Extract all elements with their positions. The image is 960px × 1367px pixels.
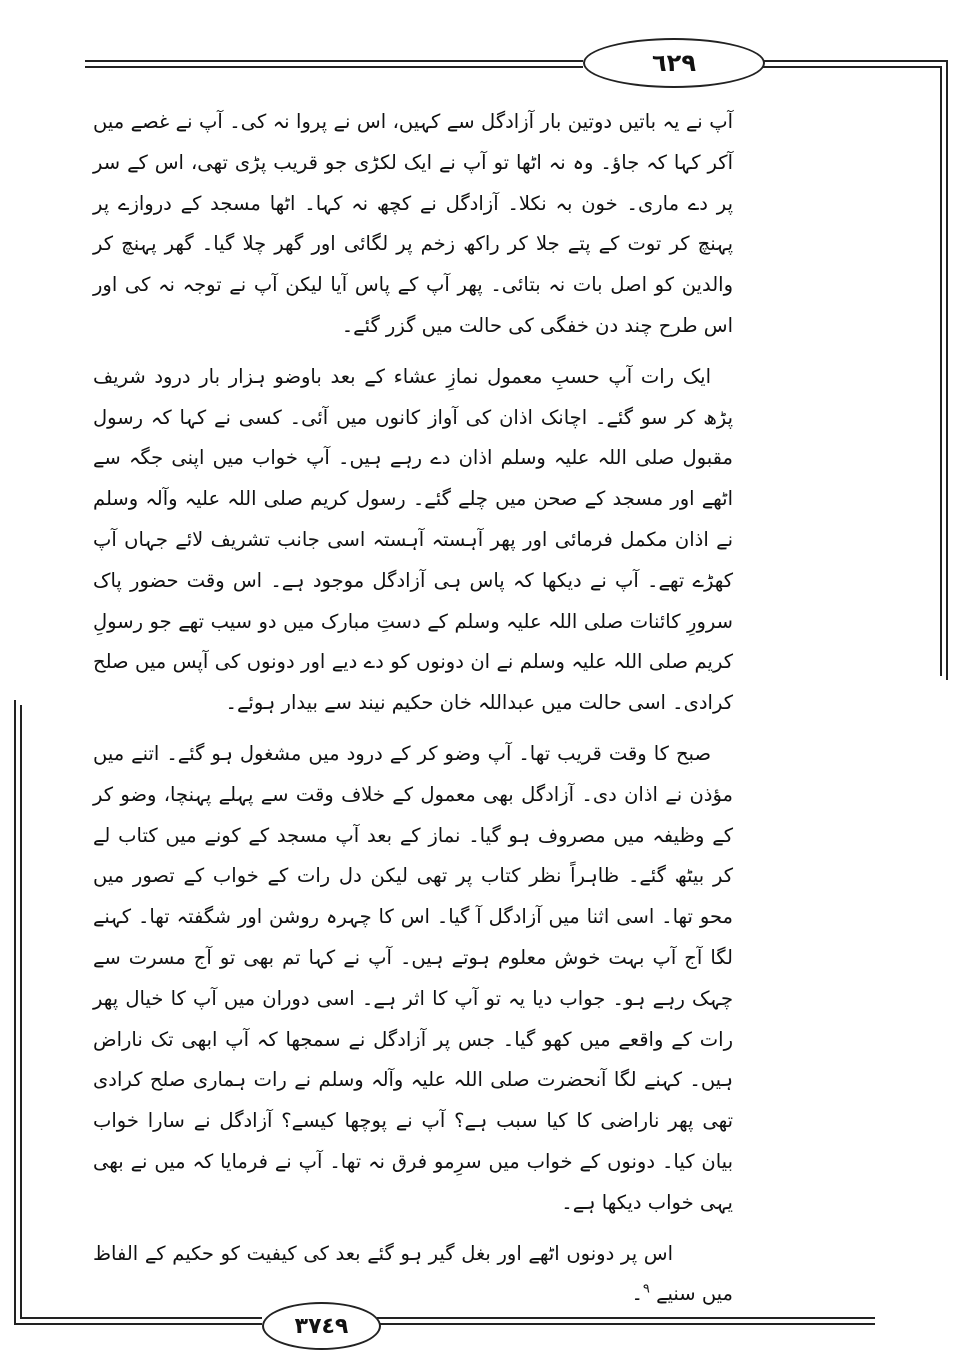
closing-end-mark: ۔ [631, 1282, 643, 1306]
page-number-badge: ٦٢٩ [583, 38, 765, 88]
frame-top-right-outer [761, 60, 948, 62]
paragraph-3: صبح کا وقت قریب تھا۔ آپ وضو کر کے درود میں مشغول ہو گئے۔ اتنے میں مؤذن نے اذان دی۔ آزادگل بھی معمول کے خلاف وقت سے پہلے پہنچا، وضو کر کے وظیفہ میں مصروف ہو گیا۔ نماز کے بعد آپ مسجد کے کونے میں کتاب لے کر بیٹھ گئے۔ ظاہراً نظر کتاب پر تھی لیکن دل رات کے خواب کے تصور میں محو تھا۔ اسی اثنا میں آزادگل آ گیا۔ اس کا چہرہ روشن اور شگفتہ تھا۔ کہنے لگا آج آپ بہت خوش معلوم ہوتے ہیں۔ آپ نے کہا تم بھی تو آج مسرت سے چہک رہے ہو۔ جواب دیا یہ تو آپ کا اثر ہے۔ اسی دوران میں آپ کا خیال پھر رات کے واقعے میں کھو گیا۔ جس پر آزادگل نے سمجھا کہ آپ ابھی تک ناراض ہیں۔ کہنے لگا آنحضرت صلی اللہ علیہ وآلہ وسلم نے رات ہماری صلح کرادی تھی پھر ناراضی کا کیا سبب ہے؟ آپ نے پوچھا کیسے؟ آزادگل نے سارا خواب بیان کیا۔ دونوں کے خواب میں سرِمو فرق نہ تھا۔ آپ نے فرمایا کہ میں نے بھی یہی خواب دیکھا ہے۔ [93, 741, 733, 1214]
frame-top-inner [85, 66, 583, 68]
global-page-number-badge: ٣٧٤٩ [262, 1302, 381, 1350]
frame-top-outer [85, 60, 583, 62]
paragraph-1: آپ نے یہ باتیں دوتین بار آزادگل سے کہیں، اس نے پروا نہ کی۔ آپ نے غصے میں آکر کہا کہ جاؤ۔ وہ نہ اٹھا تو آپ نے ایک لکڑی جو قریب پڑی تھی، اس کے سر پر دے ماری۔ خون بہ نکلا۔ آزادگل نے کچھ نہ کہا۔ اٹھا مسجد کے دروازے پر پہنچ کر توت کے پتے جلا کر راکھ زخم پر لگائی اور گھر چلا گیا۔ گھر پہنچ کر والدین کو اصل بات نہ بتائی۔ پھر آپ کے پاس آیا لیکن آپ نے توجہ نہ کی اور اس طرح چند دن خفگی کی حالت میں گزر گئے۔ [93, 110, 733, 337]
frame-right-inner [940, 66, 942, 676]
closing-text: اس پر دونوں اٹھے اور بغل گیر ہو گئے بعد کی کیفیت کو حکیم کے الفاظ میں سنیے [93, 1241, 733, 1306]
frame-left-inner [20, 705, 22, 1319]
paragraph-2: ایک رات آپ حسبِ معمول نمازِ عشاء کے بعد باوضو ہزار بار درود شریف پڑھ کر سو گئے۔ اچانک اذان کی آواز کانوں میں آئی۔ کسی نے کہا کہ رسول مقبول صلی اللہ علیہ وسلم اذان دے رہے ہیں۔ آپ خواب میں اپنی جگہ سے اٹھے اور مسجد کے صحن میں چلے گئے۔ رسول کریم صلی اللہ علیہ وآلہ وسلم نے اذان مکمل فرمائی اور پھر آہستہ آہستہ اسی جانب تشریف لائے جہاں آپ کھڑے تھے۔ آپ نے دیکھا کہ پاس ہی آزادگل موجود ہے۔ اس وقت حضور پاک سرورِ کائنات صلی اللہ علیہ وسلم کے دستِ مبارک میں دو سیب تھے جو رسولِ کریم صلی اللہ علیہ وسلم نے ان دونوں کو دے دیے اور دونوں کی آپس میں صلح کرادی۔ اسی حالت میں عبداللہ خان حکیم نیند سے بیدار ہوئے۔ [93, 364, 733, 715]
frame-left-outer [14, 700, 16, 1325]
frame-right-outer [946, 60, 948, 680]
frame-top-right-inner [761, 66, 942, 68]
body-text [93, 102, 733, 1325]
closing-line [93, 1234, 733, 1316]
footnote-marker: ۹ [642, 1281, 650, 1297]
